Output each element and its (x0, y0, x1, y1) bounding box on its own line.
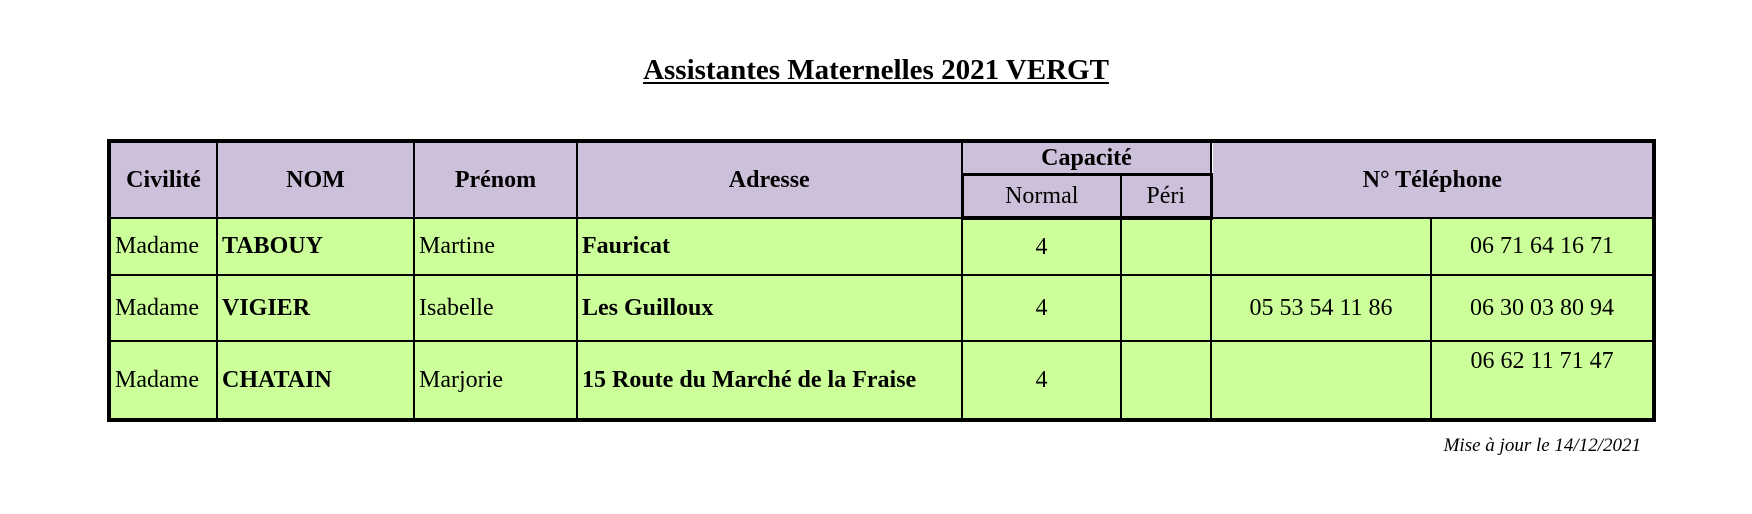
header-capacite-peri: Péri (1121, 175, 1211, 219)
cell-adresse: 15 Route du Marché de la Fraise (577, 341, 962, 420)
table-row (109, 218, 1654, 275)
assistantes-table (107, 139, 1656, 422)
header-civilite: Civilité (109, 141, 217, 218)
cell-capacite-normal: 4 (962, 218, 1121, 275)
cell-adresse: Fauricat (577, 218, 962, 275)
cell-nom: VIGIER (217, 275, 414, 341)
cell-civilite: Madame (109, 218, 217, 275)
cell-nom: TABOUY (217, 218, 414, 275)
cell-adresse: Les Guilloux (577, 275, 962, 341)
header-prenom: Prénom (414, 141, 577, 218)
header-nom: NOM (217, 141, 414, 218)
cell-capacite-normal: 4 (962, 275, 1121, 341)
header-telephone: N° Téléphone (1211, 141, 1654, 218)
cell-tel-fixe: 05 53 54 11 86 (1211, 275, 1431, 341)
cell-capacite-peri (1121, 218, 1211, 275)
cell-civilite: Madame (109, 341, 217, 420)
cell-civilite: Madame (109, 275, 217, 341)
cell-tel-mobile: 06 30 03 80 94 (1431, 275, 1654, 341)
cell-tel-fixe (1211, 218, 1431, 275)
cell-prenom: Marjorie (414, 341, 577, 420)
header-capacite-normal: Normal (962, 175, 1121, 219)
cell-tel-mobile: 06 71 64 16 71 (1431, 218, 1654, 275)
header-adresse: Adresse (577, 141, 962, 218)
cell-capacite-normal: 4 (962, 341, 1121, 420)
cell-capacite-peri (1121, 275, 1211, 341)
table-row (109, 341, 1654, 420)
cell-prenom: Isabelle (414, 275, 577, 341)
update-note: Mise à jour le 14/12/2021 (1443, 435, 1641, 456)
cell-tel-mobile: 06 62 11 71 47 (1431, 341, 1654, 420)
cell-prenom: Martine (414, 218, 577, 275)
header-capacite: Capacité (962, 141, 1211, 175)
cell-nom: CHATAIN (217, 341, 414, 420)
cell-tel-fixe (1211, 341, 1431, 420)
page-title-text: Assistantes Maternelles 2021 VERGT (643, 54, 1109, 86)
cell-capacite-peri (1121, 341, 1211, 420)
table-row (109, 275, 1654, 341)
page-title (0, 52, 1752, 88)
